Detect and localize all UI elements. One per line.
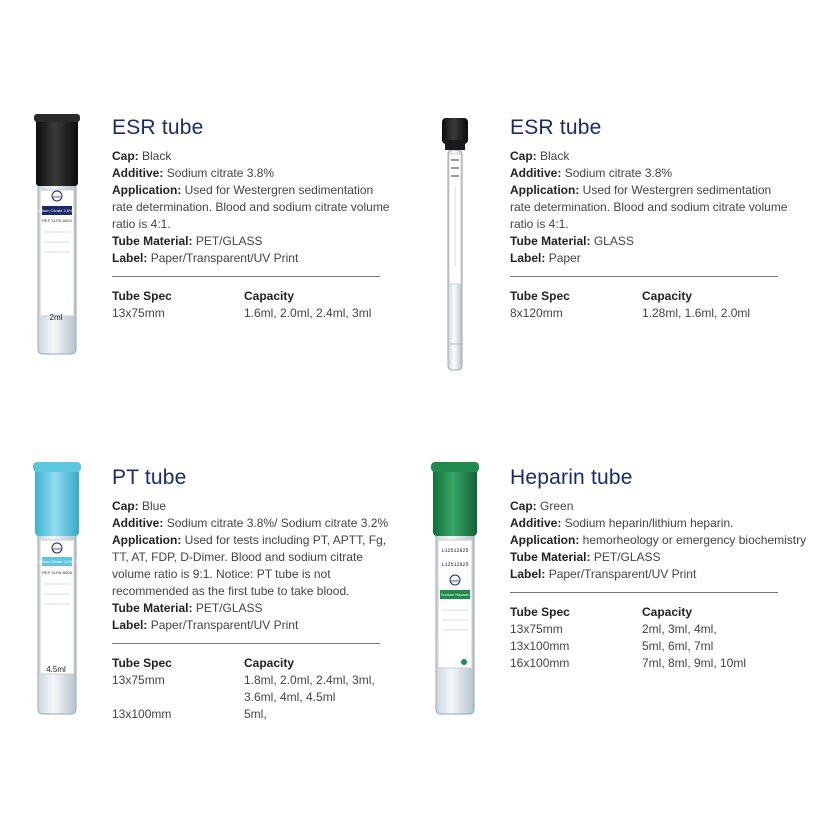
- application-label: Application:: [112, 183, 182, 197]
- product-title: ESR tube: [510, 116, 602, 139]
- spec-row: [510, 638, 810, 655]
- additive-value: Sodium citrate 3.8%: [564, 166, 673, 180]
- additive-label: Additive:: [510, 516, 562, 530]
- spec-cell: 13x100mm: [112, 707, 172, 721]
- tube-ref-text: REF XLPA-B508: [42, 570, 72, 575]
- spec-row: [112, 305, 392, 322]
- spec-row: [510, 305, 790, 322]
- cap-line: [112, 148, 392, 165]
- material-value: GLASS: [593, 234, 634, 248]
- additive-line: [510, 165, 790, 182]
- label-value: Paper/Transparent/UV Print: [548, 567, 697, 581]
- spec-row: [112, 706, 392, 723]
- additive-label: Additive:: [112, 166, 164, 180]
- cap-label: Cap:: [112, 499, 139, 513]
- spec-table-header: [510, 604, 810, 621]
- material-line: [112, 233, 392, 250]
- spec-table: [510, 288, 790, 322]
- label-line: [112, 250, 392, 267]
- application-value: hemorheology or emergency biochemistry: [582, 533, 807, 547]
- divider: [112, 276, 380, 277]
- product-title: Heparin tube: [510, 466, 633, 489]
- divider: [510, 276, 778, 277]
- esr-glass-tube-image: [437, 116, 473, 374]
- heparin-tube-image: [430, 462, 480, 720]
- capacity-cell: 1.28ml, 1.6ml, 2.0ml: [642, 306, 751, 320]
- capacity-cell: 1.6ml, 2.0ml, 2.4ml, 3ml: [244, 306, 372, 320]
- tube-label-text: Sodium Heparin: [440, 592, 470, 597]
- product-info: [112, 466, 392, 723]
- application-label: Application:: [510, 183, 580, 197]
- capacity-cell: 5ml,: [244, 707, 267, 721]
- capacity-header: Capacity: [244, 289, 295, 303]
- additive-value: Sodium heparin/lithium heparin.: [564, 516, 734, 530]
- tube-label-text: Sodium Citrate 3.8%1:4: [35, 208, 79, 213]
- capacity-header: Capacity: [244, 656, 295, 670]
- material-label: Tube Material:: [510, 234, 591, 248]
- cap-value: Green: [540, 499, 574, 513]
- spec-table-header: [112, 288, 392, 305]
- tube-brand-text: pinle: [52, 194, 62, 199]
- tube-barcode-text-2: L12512825: [441, 562, 469, 568]
- tube-volume-text: 4.5ml: [46, 665, 66, 674]
- spec-table: [510, 604, 810, 672]
- spec-cell: 13x75mm: [112, 673, 165, 687]
- spec-header: Tube Spec: [510, 289, 570, 303]
- cap-line: [112, 498, 392, 515]
- label-line: [112, 617, 392, 634]
- cap-label: Cap:: [112, 149, 139, 163]
- additive-value: Sodium citrate 3.8%: [166, 166, 275, 180]
- spec-table: [112, 655, 392, 723]
- spec-cell: 13x75mm: [112, 306, 165, 320]
- cap-line: [510, 498, 810, 515]
- spec-cell: [112, 689, 244, 706]
- application-value: Used for Westergren sedimentation rate determination. Blood and sodium citrate volume ratio is 4:1.: [510, 183, 788, 231]
- label-label: Label:: [510, 251, 546, 265]
- cap-value: Black: [540, 149, 570, 163]
- product-info: [112, 116, 392, 322]
- product-info: [510, 116, 790, 322]
- application-label: Application:: [510, 533, 580, 547]
- capacity-header: Capacity: [642, 289, 693, 303]
- spec-header: Tube Spec: [112, 656, 172, 670]
- material-value: PET/GLASS: [195, 234, 263, 248]
- cap-label: Cap:: [510, 499, 537, 513]
- spec-cell: 13x100mm: [510, 639, 570, 653]
- divider: [112, 643, 380, 644]
- spec-header: Tube Spec: [510, 605, 570, 619]
- label-value: Paper/Transparent/UV Print: [150, 618, 299, 632]
- label-line: [510, 566, 810, 583]
- divider: [510, 592, 778, 593]
- cap-value: Blue: [142, 499, 167, 513]
- tube-brand-text: pinle: [450, 578, 460, 583]
- spec-table: [112, 288, 392, 322]
- label-label: Label:: [510, 567, 546, 581]
- cap-value: Black: [142, 149, 172, 163]
- label-value: Paper: [548, 251, 581, 265]
- additive-label: Additive:: [112, 516, 164, 530]
- tube-label-text: Sodium Citrate 3.2%1:9: [35, 559, 79, 564]
- label-label: Label:: [112, 618, 148, 632]
- product-title: ESR tube: [112, 116, 204, 139]
- material-line: [510, 233, 790, 250]
- additive-label: Additive:: [510, 166, 562, 180]
- capacity-cell: 3.6ml, 4ml, 4.5ml: [244, 690, 336, 704]
- material-value: PET/GLASS: [195, 601, 263, 615]
- capacity-cell: 1.8ml, 2.0ml, 2.4ml, 3ml,: [244, 673, 375, 687]
- pt-tube-image: [32, 462, 82, 720]
- capacity-cell: 2ml, 3ml, 4ml,: [642, 622, 717, 636]
- tube-ref-text: REF XLPA-A503: [42, 218, 72, 223]
- spec-cell: 16x100mm: [510, 656, 570, 670]
- capacity-header: Capacity: [642, 605, 693, 619]
- material-line: [112, 600, 392, 617]
- capacity-cell: 7ml, 8ml, 9ml, 10ml: [642, 656, 747, 670]
- cap-line: [510, 148, 790, 165]
- additive-line: [112, 165, 392, 182]
- application-value: Used for Westergren sedimentation rate determination. Blood and sodium citrate volume ratio is 4:1.: [112, 183, 390, 231]
- application-label: Application:: [112, 533, 182, 547]
- spec-table-header: [112, 655, 392, 672]
- capacity-cell: 5ml, 6ml, 7ml: [642, 639, 714, 653]
- material-label: Tube Material:: [112, 601, 193, 615]
- spec-cell: 8x120mm: [510, 306, 563, 320]
- label-label: Label:: [112, 251, 148, 265]
- tube-brand-text: pinle: [52, 546, 62, 551]
- application-value: Used for tests including PT, APTT, Fg, TT, AT, FDP, D-Dimer. Blood and sodium citrate volume ratio is 9:1. Notice: PT tube is not recommended as the first tube to take blood.: [112, 533, 387, 598]
- application-line: [510, 182, 790, 233]
- tube-volume-text: 2ml: [49, 313, 63, 322]
- material-value: PET/GLASS: [593, 550, 661, 564]
- product-info: [510, 466, 810, 672]
- material-label: Tube Material:: [112, 234, 193, 248]
- spec-row: [112, 689, 392, 706]
- label-value: Paper/Transparent/UV Print: [150, 251, 299, 265]
- spec-row: [510, 655, 810, 672]
- cap-label: Cap:: [510, 149, 537, 163]
- application-line: [112, 532, 392, 600]
- label-line: [510, 250, 790, 267]
- spec-table-header: [510, 288, 790, 305]
- material-label: Tube Material:: [510, 550, 591, 564]
- application-line: [510, 532, 810, 549]
- material-line: [510, 549, 810, 566]
- spec-row: [510, 621, 810, 638]
- spec-header: Tube Spec: [112, 289, 172, 303]
- additive-value: Sodium citrate 3.8%/ Sodium citrate 3.2%: [166, 516, 389, 530]
- spec-cell: 13x75mm: [510, 622, 563, 636]
- esr-tube-image: [32, 114, 82, 362]
- product-title: PT tube: [112, 466, 187, 489]
- additive-line: [510, 515, 810, 532]
- tube-barcode-text: L12512825: [441, 548, 469, 554]
- additive-line: [112, 515, 392, 532]
- spec-row: [112, 672, 392, 689]
- application-line: [112, 182, 392, 233]
